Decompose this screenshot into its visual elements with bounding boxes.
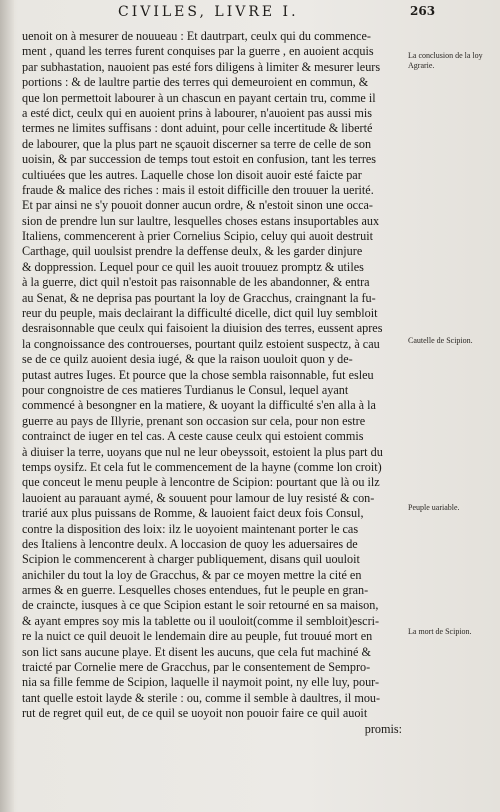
text-line: lauoient au parauant aymé, & souuent pour lamour de luy resisté & con- [22, 490, 375, 505]
text-line: commencé à besongner en la matiere, & uoyant la difficulté s'en alla à la [22, 398, 376, 413]
margin-note-cautelle-scipion: Cautelle de Scipion. [408, 336, 473, 345]
text-line: anichiler du tout la loy de Gracchus, & par ce moyen mettre la cité en [22, 567, 362, 582]
running-head: CIVILES, LIVRE I. [118, 4, 299, 20]
text-line: la congnoissance des controuerses, pourtant quilz estoient suspectz, à cau [22, 336, 380, 351]
text-line: Carthage, quil uoulsist prendre la deffense deulx, & les garder dinjure [22, 244, 363, 259]
text-line: portions : & de laultre partie des terres qui demeuroient en commun, & [22, 75, 369, 90]
text-line: à la guerre, dict quil n'estoit pas raisonnable de les abandonner, & entra [22, 275, 370, 290]
text-line: de labourer, que la plus part ne sçauoit discerner sa terre de celle de son [22, 136, 372, 151]
text-line: traicté par Cornelie mere de Gracchus, par le consentement de Sempro- [22, 660, 371, 675]
text-line-final: promis: [364, 721, 402, 736]
text-line: putast autres Iuges. Et pource que la chose sembla raisonnable, fut esleu [22, 367, 374, 382]
text-line: termes ne limites suffisans : dont aduint, pour celle incertitude & liberté [22, 121, 373, 136]
page-number: 263 [410, 4, 436, 18]
text-line: desraisonnable que ceulx qui faisoient la diuision des terres, eussent apres [22, 321, 383, 336]
text-line: Et par ainsi ne s'y pouoit donner aucun ordre, & n'estoit sinon une occa- [22, 198, 373, 213]
text-line: fraude & malice des riches : mais il estoit difficille den trouuer la uerité. [22, 182, 374, 197]
text-line: pour congnoistre de ces matieres Turdianus le Consul, lequel ayant [22, 382, 349, 397]
text-line: uenoit on à mesurer de nouueau : Et dautrpart, ceulx qui du commence- [22, 29, 371, 43]
text-line: de craincte, iusques à ce que Scipion estant le soir retourné en sa maison, [22, 598, 379, 613]
text-line: trarié aux plus puissans de Romme, & lauoient faict deux fois Consul, [22, 506, 364, 521]
text-line: au Senat, & ne deprisa pas pourtant la loy de Gracchus, craingnant la fu- [22, 290, 376, 305]
text-line: par subhastation, nauoient pas esté fors diligens à limiter & mesurer leurs [22, 59, 381, 74]
text-line: Italiens, commencerent à prier Cornelius Scipio, celuy qui auoit destruit [22, 229, 373, 244]
text-line: uoisin, & par succession de temps tout estoit en confusion, tant les terres [22, 152, 377, 167]
gutter-shadow [0, 0, 14, 812]
text-line: contre la disposition des loix: ilz le uoyoient maintenant porter le cas [22, 521, 359, 536]
text-line: sion de prendre lun sur laultre, lesquelles choses estans insuportables aux [22, 213, 380, 228]
text-line: reur du peuple, mais declairant la difficulté dicelle, dict quil luy sembloit [22, 306, 378, 321]
text-line: & ayant empres soy mis la tablette ou il uouloit(comme il sembloit)escri- [22, 613, 380, 628]
text-line: se de ce quilz auoient desia iugé, & que la raison uouloit quon y de- [22, 352, 353, 367]
body-text [22, 29, 404, 737]
text-line: re la nuict ce quil deuoit le lendemain dire au peuple, fut trouué mort en [22, 629, 373, 644]
text-line: contrainct de iuger en tel cas. A ceste cause ceulx qui estoient commis [22, 429, 364, 444]
text-line: que lon permettoit labourer à un chascun en payant certain tru, comme il [22, 90, 376, 105]
text-line: Scipion le commencerent à charger publiquement, disans quil uouloit [22, 552, 360, 567]
text-line: temps oysifz. Et cela fut le commencement de la hayne (comme lon croit) [22, 459, 382, 474]
margin-note-loy-agrarie: La conclusion de la loy Agrarie. [408, 51, 483, 70]
margin-note-peuple-uariable: Peuple uariable. [408, 503, 460, 512]
text-line: tant quelle estoit layde & sterile : ou, comme il semble à daultres, il mou- [22, 690, 381, 705]
text-line: des Italiens à lencontre deulx. A loccasion de quoy les aduersaires de [22, 536, 358, 551]
text-line: à diuiser la terre, uoyans que nul ne leur obeyssoit, estoient la plus part du [22, 444, 383, 459]
text-line: armes & en guerre. Lesquelles choses entendues, fut le peuple en gran- [22, 583, 369, 598]
text-line: guerre au pays de Illyrie, prenant son occasion sur cela, pour non estre [22, 413, 366, 428]
text-line: que conceut le menu peuple à lencontre de Scipion: pourtant que là ou ilz [22, 475, 380, 490]
text-line: a esté dict, ceulx qui en auoient prins à labourer, n'auoient pas aussi mis [22, 105, 372, 120]
text-line: nia sa fille femme de Scipion, laquelle il naymoit point, ny elle luy, pour- [22, 675, 380, 690]
text-line: son lict sans aucune playe. Et disent les aucuns, que cela fut machiné & [22, 644, 371, 659]
text-line: rut de regret quil eut, de ce quil se uoyoit non pouoir faire ce quil auoit [22, 706, 368, 721]
margin-note-mort-scipion: La mort de Scipion. [408, 627, 472, 636]
text-line: & doppression. Lequel pour ce quil les auoit trouuez promptz & utiles [22, 259, 364, 274]
text-line: ment , quand les terres furent conquises par la guerre , en auoient acquis [22, 44, 374, 59]
text-line: cultiuées que les autres. Laquelle chose lon disoit auoir esté faicte par [22, 167, 362, 182]
